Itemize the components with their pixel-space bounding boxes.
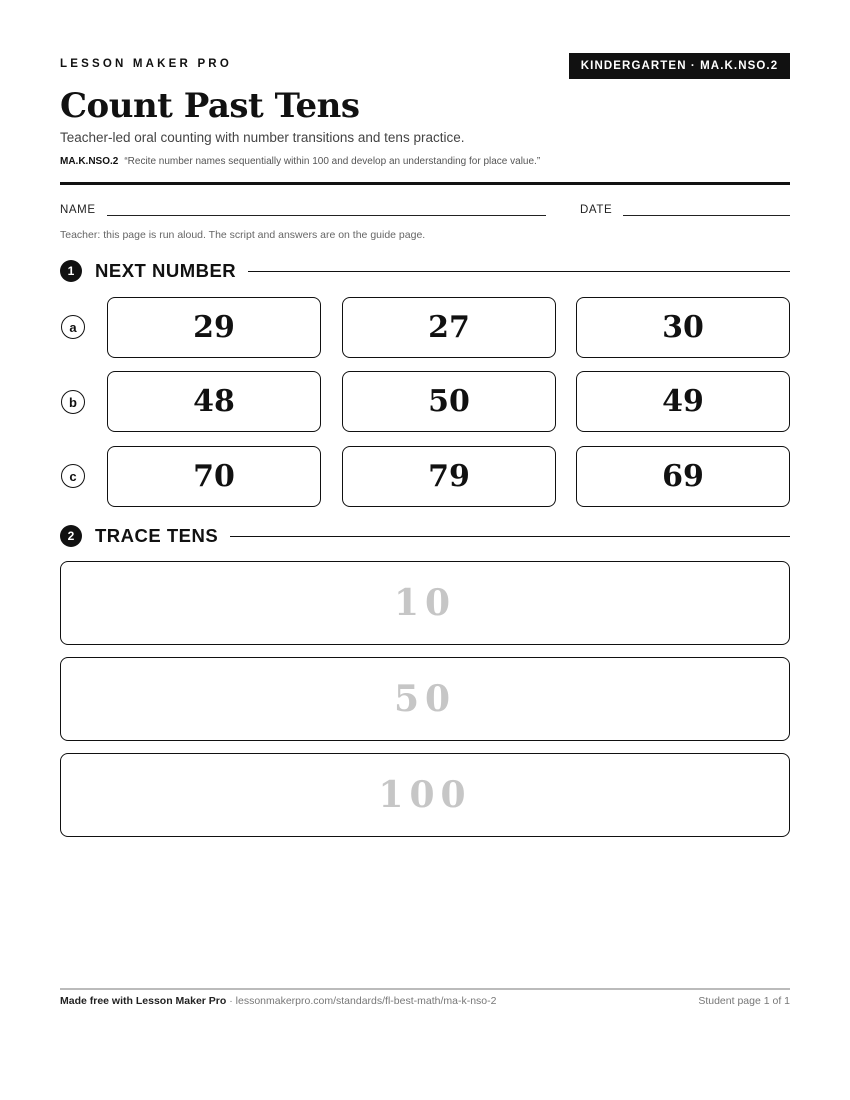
row-letter-c: c xyxy=(61,464,85,488)
section-title: NEXT NUMBER xyxy=(95,260,237,281)
teacher-note: Teacher: this page is run aloud. The script and answers are on the guide page. xyxy=(60,229,426,241)
date-field[interactable] xyxy=(623,215,790,216)
standard-text: “Recite number names sequentially within 100 and develop an understanding for place value.” xyxy=(124,156,541,167)
section-number-badge: 1 xyxy=(60,260,82,282)
section-next-number-header xyxy=(60,260,790,282)
brand-name: LESSON MAKER PRO xyxy=(60,58,232,70)
number-box: 70 xyxy=(107,446,321,507)
row-letter-a: a xyxy=(61,315,85,339)
trace-box: 10 xyxy=(60,561,790,645)
standard-code: MA.K.NSO.2 xyxy=(60,156,119,167)
section-rule xyxy=(230,536,790,537)
number-box: 27 xyxy=(342,297,556,358)
section-trace-tens-header xyxy=(60,525,790,547)
number-box: 50 xyxy=(342,371,556,432)
name-label: NAME xyxy=(60,204,96,216)
footer-page-number: Student page 1 of 1 xyxy=(698,995,790,1007)
grade-standard-badge: KINDERGARTEN · MA.K.NSO.2 xyxy=(569,53,790,79)
footer-made-with: Made free with Lesson Maker Pro xyxy=(60,995,227,1007)
row-letter-b: b xyxy=(61,390,85,414)
page-title: Count Past Tens xyxy=(60,86,360,126)
number-box: 30 xyxy=(576,297,790,358)
page-subtitle: Teacher-led oral counting with number transitions and tens practice. xyxy=(60,130,465,145)
section-rule xyxy=(248,271,790,272)
trace-box: 50 xyxy=(60,657,790,741)
number-box: 48 xyxy=(107,371,321,432)
name-field[interactable] xyxy=(107,215,546,216)
number-box: 69 xyxy=(576,446,790,507)
trace-box: 100 xyxy=(60,753,790,837)
number-box: 49 xyxy=(576,371,790,432)
section-number-badge: 2 xyxy=(60,525,82,547)
standard-line xyxy=(60,156,540,167)
number-box: 79 xyxy=(342,446,556,507)
header-divider xyxy=(60,182,790,185)
footer-credit xyxy=(60,995,497,1007)
footer-url[interactable]: · lessonmakerpro.com/standards/fl-best-math/ma-k-nso-2 xyxy=(226,995,497,1007)
section-title: TRACE TENS xyxy=(95,525,219,546)
date-label: DATE xyxy=(580,204,613,216)
footer-divider xyxy=(60,988,790,990)
number-box: 29 xyxy=(107,297,321,358)
